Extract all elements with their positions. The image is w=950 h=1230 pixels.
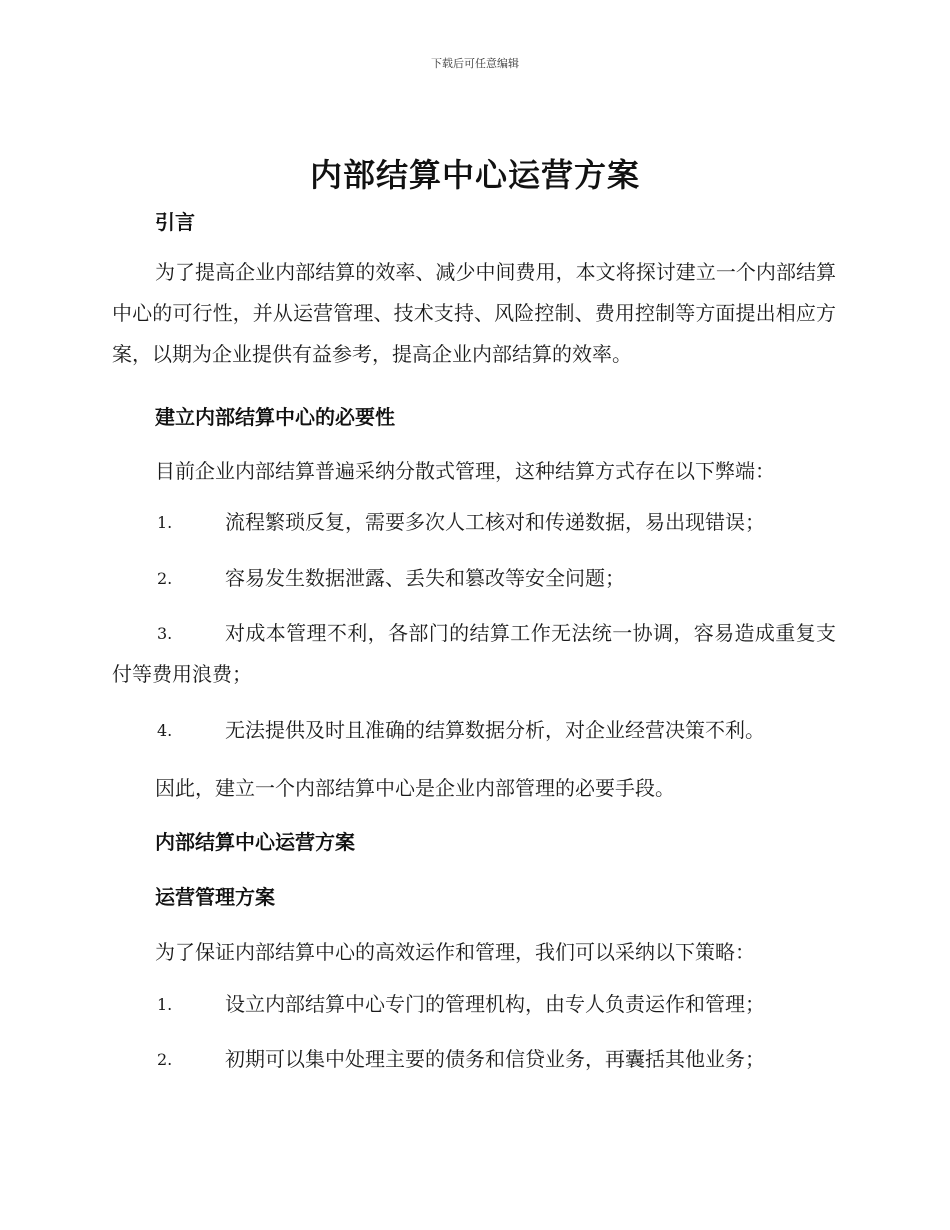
list-text: 对成本管理不利，各部门的结算工作无法统一协调，容易造成重复支付等费用浪费； — [112, 621, 836, 686]
heading-introduction: 引言 — [155, 210, 195, 234]
list-text: 无法提供及时且准确的结算数据分析，对企业经营决策不利。 — [225, 718, 765, 742]
necessity-list-item-4 — [112, 710, 836, 751]
necessity-list-item-1 — [112, 502, 836, 543]
heading-operations-management: 运营管理方案 — [155, 885, 275, 909]
list-number: 3. — [157, 624, 173, 643]
list-number: 1. — [157, 513, 173, 532]
necessity-conclusion: 因此，建立一个内部结算中心是企业内部管理的必要手段。 — [155, 776, 675, 800]
necessity-list-item-2 — [112, 558, 836, 599]
introduction-paragraph: 为了提高企业内部结算的效率、减少中间费用，本文将探讨建立一个内部结算中心的可行性，并从运营管理、技术支持、风险控制、费用控制等方面提出相应方案，以期为企业提供有益参考，提高企业内部结算的效率。 — [112, 260, 836, 366]
list-text: 流程繁琐反复，需要多次人工核对和传递数据，易出现错误； — [225, 510, 765, 534]
page-header-note: 下载后可任意编辑 — [431, 57, 519, 70]
list-number: 1. — [157, 995, 173, 1014]
document-title: 内部结算中心运营方案 — [309, 156, 640, 194]
list-number: 2. — [157, 1050, 173, 1069]
list-number: 4. — [157, 721, 173, 740]
heading-necessity: 建立内部结算中心的必要性 — [155, 405, 395, 429]
list-number: 2. — [157, 569, 173, 588]
operations-intro: 为了保证内部结算中心的高效运作和管理，我们可以采纳以下策略： — [155, 940, 755, 964]
list-text: 初期可以集中处理主要的债务和信贷业务，再囊括其他业务； — [225, 1047, 765, 1071]
list-text: 设立内部结算中心专门的管理机构，由专人负责运作和管理； — [225, 992, 765, 1016]
list-text: 容易发生数据泄露、丢失和篡改等安全问题； — [225, 566, 625, 590]
operations-list-item-2 — [112, 1039, 836, 1080]
operations-list-item-1 — [112, 984, 836, 1025]
necessity-intro: 目前企业内部结算普遍采纳分散式管理，这种结算方式存在以下弊端： — [155, 459, 775, 483]
heading-operation-plan: 内部结算中心运营方案 — [155, 830, 355, 854]
necessity-list-item-3 — [112, 613, 836, 695]
